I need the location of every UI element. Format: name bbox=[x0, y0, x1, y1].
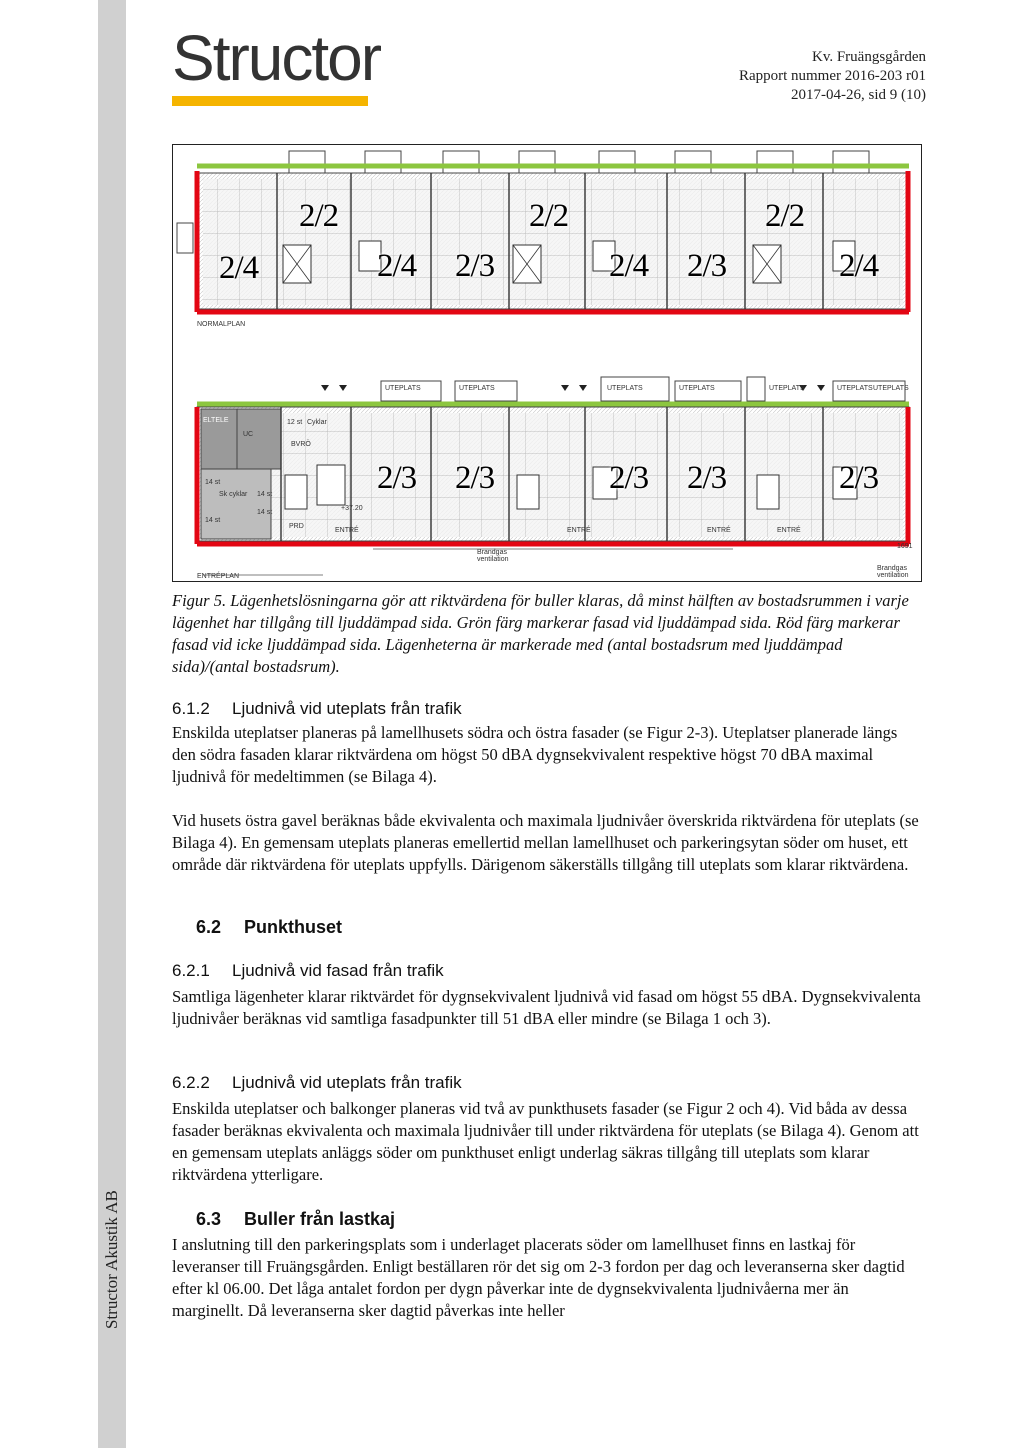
room-label: UC bbox=[243, 431, 254, 438]
uteplats-label: UTEPLATS bbox=[607, 385, 643, 392]
heading-title: Punkthuset bbox=[244, 917, 343, 937]
uteplats-label: UTEPLATS bbox=[679, 385, 715, 392]
heading-number: 6.2 bbox=[196, 917, 222, 937]
room-label: PRD bbox=[289, 523, 304, 530]
entreplan-drawing bbox=[197, 377, 909, 575]
project-name: Kv. Fruängsgården bbox=[811, 49, 926, 65]
heading-6-1-2 bbox=[172, 698, 462, 720]
room-label: BVRÖ bbox=[291, 441, 311, 448]
ratio-label: 2/2 bbox=[299, 198, 339, 234]
entre-label: ENTRÉ bbox=[777, 527, 801, 534]
heading-number: 6.3 bbox=[196, 1209, 222, 1229]
heading-6-2 bbox=[196, 916, 342, 938]
room-label: +37.20 bbox=[341, 505, 363, 512]
room-label: 14 st bbox=[205, 479, 221, 486]
heading-6-2-1 bbox=[172, 960, 444, 982]
ratio-label: 2/3 bbox=[455, 460, 495, 496]
logo-underline bbox=[172, 96, 368, 106]
logo-text: Structor bbox=[172, 22, 381, 94]
ratio-label: 2/2 bbox=[529, 198, 569, 234]
paragraph: Enskilda uteplatser och balkonger planeras vid två av punkthusets fasader (se Figur 2 och 4). Vid båda av dessa fasader beräknas ekvivalenta och maximala ljudnivåer till under riktvärdena för uteplats (se Bilaga 4). Genom att en gemensam uteplats anläggs söder om punkthuset enligt underlag säkras tillgång till uteplats som klarar riktvärdena ytterligare. bbox=[172, 1099, 919, 1184]
date-page: 2017-04-26, sid 9 (10) bbox=[791, 87, 926, 103]
paragraph: Enskilda uteplatser planeras på lamellhusets södra och östra fasader (se Figur 2-3). Uteplatser planerade längs den södra fasaden klarar riktvärdena om högst 50 dBA dygnsekvivalent respektive högst 70 dBA maximal ljudnivå för medeltimmen (se Bilaga 4). bbox=[172, 723, 898, 786]
report-header bbox=[739, 48, 926, 105]
heading-title: Ljudnivå vid uteplats från trafik bbox=[232, 1073, 462, 1092]
entre-label: ENTRÉ bbox=[335, 527, 359, 534]
sidebar-company: Structor Akustik AB bbox=[102, 1190, 121, 1329]
uteplats-label: UTEPLATS bbox=[385, 385, 421, 392]
room-label: ELTELE bbox=[203, 417, 229, 424]
ratio-label: 2/3 bbox=[687, 248, 727, 284]
room-label: 14 st bbox=[205, 517, 221, 524]
uteplats-label: UTEPLATS bbox=[769, 385, 805, 392]
entre-label: ENTRÉ bbox=[567, 527, 591, 534]
scale-label: 1691 bbox=[897, 543, 913, 550]
uteplats-label: UTEPLATS bbox=[837, 385, 873, 392]
paragraph: Vid husets östra gavel beräknas både ekvivalenta och maximala ljudnivåer överskrida riktvärdena för uteplats (se Bilaga 4). En gemensam uteplats planeras emellertid mellan lamellhuset och parkeringsytan söder om huset, ett område där riktvärdena för uteplats uppfylls. Därigenom säkerställs tillgång till uteplats som klarar riktvärdena. bbox=[172, 811, 919, 874]
entre-label: ENTRÉ bbox=[707, 527, 731, 534]
ratio-label: 2/3 bbox=[687, 460, 727, 496]
room-label: 14 st bbox=[257, 491, 273, 498]
normalplan-label: NORMALPLAN bbox=[197, 321, 246, 328]
heading-number: 6.1.2 bbox=[172, 699, 210, 718]
ratio-label: 2/3 bbox=[609, 460, 649, 496]
ratio-label: 2/4 bbox=[609, 248, 649, 284]
floor-plan-figure bbox=[172, 144, 922, 582]
heading-number: 6.2.2 bbox=[172, 1073, 210, 1092]
heading-number: 6.2.1 bbox=[172, 961, 210, 980]
uteplats-label: UTEPLATS bbox=[873, 385, 909, 392]
paragraph: I anslutning till den parkeringsplats som i underlaget placerats söder om lamellhuset finns en lastkaj för leveranser till Fruängsgården. Enligt beställaren rör det sig om 2-3 fordon per dag och leveranserna sker dagtid efter kl 06.00. Det låga antalet fordon per dygn påverkar inte de dygnsekvivalenta ljudnivåerna mer än marginellt. Då leveranserna sker dagtid påverkas inte heller bbox=[172, 1235, 905, 1320]
room-label: 12 st bbox=[287, 419, 303, 426]
ratio-label: 2/4 bbox=[377, 248, 417, 284]
figure-caption: Figur 5. Lägenhetslösningarna gör att riktvärdena för buller klaras, då minst hälften av bostadsrummen i varje lägenhet har tillgång till ljuddämpad sida. Grön färg markerar fasad vid ljuddämpad sida. Röd färg markerar fasad vid icke ljuddämpad sida. Lägenheterna är markerade med (antal bostadsrum med ljuddämpad sida)/(antal bostadsrum). bbox=[172, 591, 909, 676]
room-label: Sk cyklar bbox=[219, 491, 248, 498]
heading-6-3 bbox=[196, 1208, 395, 1230]
heading-title: Ljudnivå vid fasad från trafik bbox=[232, 961, 444, 980]
ratio-label: 2/3 bbox=[839, 460, 879, 496]
report-number: Rapport nummer 2016-203 r01 bbox=[738, 68, 926, 84]
paragraph: Samtliga lägenheter klarar riktvärdet för dygnsekvivalent ljudnivå vid fasad om högst 55 dBA. Dygnsekvivalenta ljudnivåer beräknas vid samtliga fasadpunkter till 51 dBA eller mindre (se Bilaga 1 och 3). bbox=[172, 987, 921, 1028]
ratio-label: 2/4 bbox=[219, 250, 259, 286]
uteplats-label: UTEPLATS bbox=[459, 385, 495, 392]
ratio-label: 2/2 bbox=[765, 198, 805, 234]
heading-title: Ljudnivå vid uteplats från trafik bbox=[232, 699, 462, 718]
room-label: Cyklar bbox=[307, 419, 327, 426]
ratio-label: 2/3 bbox=[455, 248, 495, 284]
ratio-label: 2/4 bbox=[839, 248, 879, 284]
structor-logo bbox=[172, 22, 381, 106]
ventilation-label: Brandgas ventilation bbox=[477, 549, 509, 563]
room-label: 14 st bbox=[257, 509, 273, 516]
ratio-label: 2/3 bbox=[377, 460, 417, 496]
heading-title: Buller från lastkaj bbox=[244, 1209, 396, 1229]
heading-6-2-2 bbox=[172, 1072, 462, 1094]
ventilation-label: Brandgas ventilation bbox=[877, 565, 909, 579]
entreplan-label: ENTRÉPLAN bbox=[197, 573, 240, 580]
